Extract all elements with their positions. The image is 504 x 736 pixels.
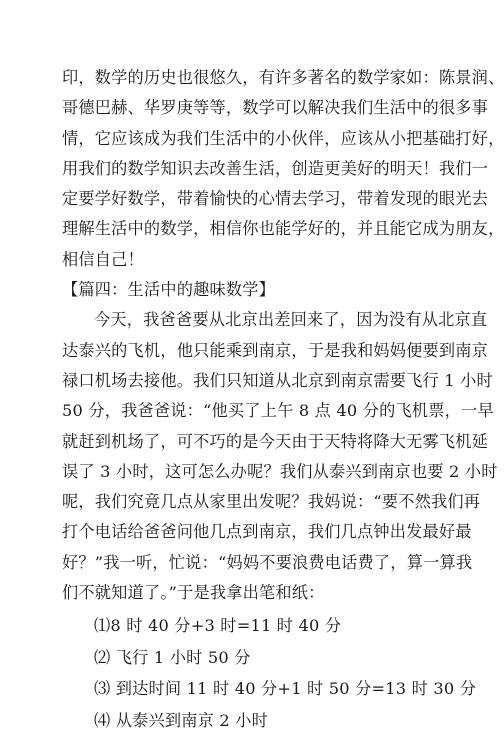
text-line: 理解生活中的数学，相信你也能学好的，并且能它成为朋友， bbox=[62, 219, 504, 239]
text-line: 打个电话给爸爸问他几点到南京，我们几点钟出发最好最 bbox=[62, 522, 472, 542]
text-line: 们不就知道了。”于是我拿出笔和纸： bbox=[62, 583, 325, 603]
list-item: ⑷ 从泰兴到南京 2 小时 bbox=[94, 710, 269, 730]
calculation-steps bbox=[62, 610, 477, 736]
text-line: 用我们的数学知识去改善生活，创造更美好的明天！我们一 bbox=[62, 158, 489, 178]
text-line: 哥德巴赫、华罗庚等等，数学可以解决我们生活中的很多事 bbox=[62, 98, 489, 118]
text-line: 50 分，我爸爸说：“他买了上午 8 点 40 分的飞机票，一早 bbox=[62, 401, 494, 421]
text-line: 情，它应该成为我们生活中的小伙伴，应该从小把基础打好， bbox=[62, 128, 504, 148]
text-line: 呢，我们究竟几点从家里出发呢？我妈说：“要不然我们再 bbox=[62, 492, 481, 512]
list-item: ⑶ 到达时间 11 时 40 分+1 时 50 分=13 时 30 分 bbox=[94, 679, 477, 699]
text-line: 印，数学的历史也很悠久，有许多著名的数学家如：陈景润、 bbox=[62, 68, 504, 87]
text-line: 达泰兴的飞机，他只能乘到南京，于是我和妈妈便要到南京 bbox=[62, 340, 489, 360]
text-line: 今天，我爸爸要从北京出差回来了，因为没有从北京直 bbox=[94, 310, 488, 330]
list-item: ⑵ 飞行 1 小时 50 分 bbox=[94, 647, 251, 667]
text-line: 相信自己！ bbox=[62, 249, 144, 269]
list-item: ⑴8 时 40 分+3 时=11 时 40 分 bbox=[94, 616, 342, 636]
text-line: 误了 3 小时，这可怎么办呢？我们从泰兴到南京也要 2 小时 bbox=[62, 461, 498, 481]
paragraph-story bbox=[62, 305, 498, 608]
section-heading: 【篇四：生活中的趣味数学】 bbox=[62, 280, 276, 300]
text-line: 就赶到机场了，可不巧的是今天由于天特将降大无雾飞机延 bbox=[62, 431, 489, 451]
document-body bbox=[62, 63, 504, 736]
text-line: 禄口机场去接他。我们只知道从北京到南京需要飞行 1 小时 bbox=[62, 370, 493, 390]
text-line: 好？”我一听，忙说：“妈妈不要浪费电话费了，算一算我 bbox=[62, 552, 473, 572]
paragraph-intro bbox=[62, 63, 504, 275]
text-line: 定要学好数学，带着愉快的心情去学习，带着发现的眼光去 bbox=[62, 189, 489, 209]
